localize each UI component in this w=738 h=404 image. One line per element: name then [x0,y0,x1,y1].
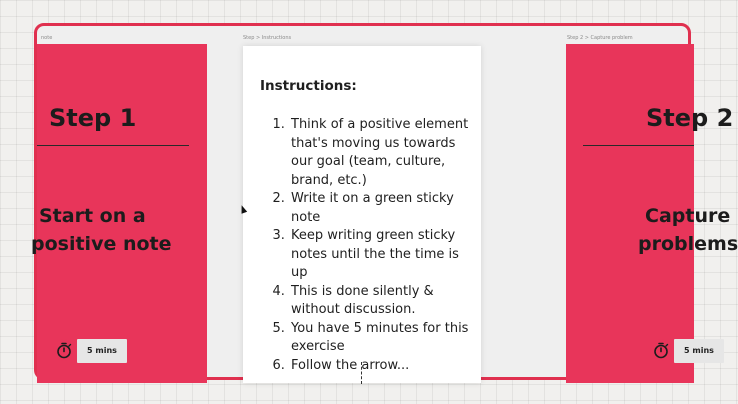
step-2-divider [583,145,694,146]
frame-labels [37,26,688,44]
step-2-text-line1: Capture [645,205,731,227]
frame-label-right[interactable]: Step 2 > Capture problem [567,35,633,41]
frame-label-left[interactable]: note [41,35,53,41]
step-2-timer-badge[interactable]: 5 mins [674,339,724,363]
instruction-item: 3. Keep writing green sticky notes until the the time is up [289,227,473,283]
step-1-card[interactable] [31,44,207,383]
step-2-text-line2: problems [638,233,738,255]
frame-label-center[interactable]: Step > Instructions [243,35,292,41]
step-1-text-line1: Start on a [39,205,146,227]
stopwatch-icon[interactable] [53,339,75,361]
step-2-title: Step 2 [646,104,734,132]
stopwatch-icon[interactable] [650,339,672,361]
instruction-item: 2. Write it on a green sticky note [289,190,473,227]
instruction-item: 4. This is done silently & without discussion. [289,283,473,320]
instruction-item: 1. Think of a positive element that's moving us towards our goal (team, culture, brand, etc.) [289,116,473,190]
instructions-heading: Instructions: [260,78,357,94]
instruction-item: 6. Follow the arrow... [289,357,473,376]
instruction-item: 5. You have 5 minutes for this exercise [289,320,473,357]
instructions-list [263,116,473,375]
step-1-title: Step 1 [49,104,137,132]
step-1-timer-badge[interactable]: 5 mins [77,339,127,363]
dashed-arrow-connector [361,362,362,384]
step-1-divider [37,145,189,146]
step-1-text-line2: positive note [31,233,172,255]
step-2-card[interactable] [566,44,738,383]
board-frame [31,23,738,380]
instructions-card[interactable] [243,46,481,383]
